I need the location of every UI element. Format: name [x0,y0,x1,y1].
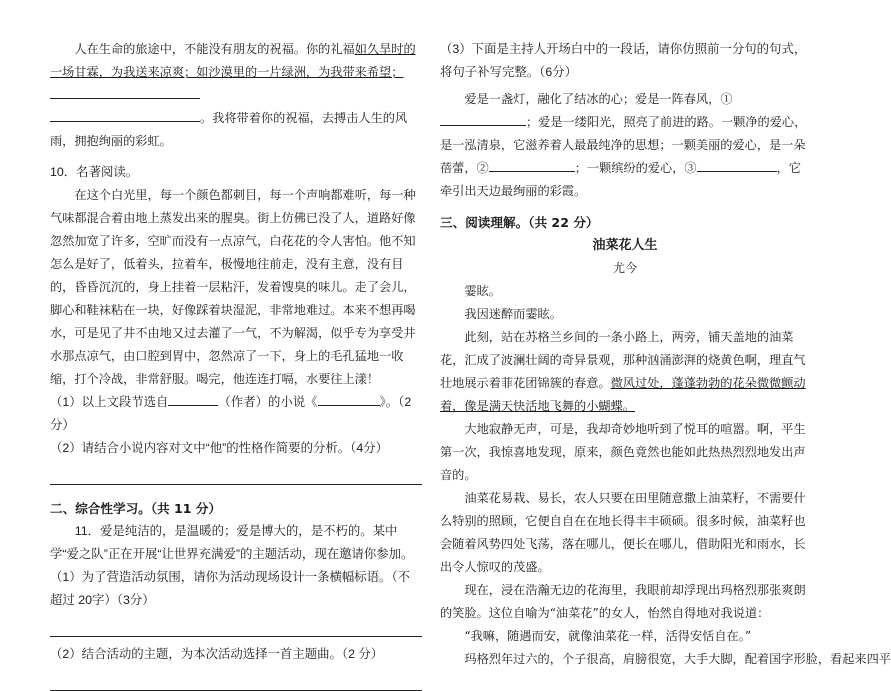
q10-1-text-b: （作者）的小说《 [218,395,318,409]
question-11-3-text [440,88,810,203]
story-text: 此刻，站在苏格兰乡间的一条小路上，两旁，铺天盖地的油菜花，汇成了波澜壮阔的奇异景观，那种汹涌澎湃的烧黄色啊，理直气壮地展示着菲花团锦簇的春意。 [440,330,806,390]
q10-1-text-c: 》。（2分） [50,395,412,432]
answer-blank[interactable] [50,84,200,99]
story-paragraph [440,326,810,418]
answer-line[interactable] [50,666,422,691]
story-title: 油菜花人生 [592,238,658,253]
q3-text-d: ，它牵引出天边最绚丽的彩霞。 [440,161,801,198]
answer-line[interactable] [50,612,422,637]
q3-text-a: 爱是一盏灯，融化了结冰的心；爱是一阵春风，① [464,92,733,106]
passage-text-a: 人在生命的旅途中，不能没有朋友的祝福。你的礼福 [74,42,355,56]
answer-blank[interactable] [697,157,777,172]
question-10-label: 10．名著阅读。 [50,165,139,179]
story-paragraph: 霎眩。 [464,284,501,298]
answer-blank[interactable] [318,391,380,406]
passage-continuation [50,38,422,153]
section-2-heading: 二、综合性学习。（共 11 分） [50,501,222,516]
story-underlined-sentence: 微风过处，蓬蓬勃勃的花朵微微颤动着，像是满天快活地飞舞的小蝴蝶。 [440,376,806,413]
question-11-2: （2）结合活动的主题，为本次活动选择一首主题曲。（2 分） [50,647,384,661]
passage-text-b: 。我将带着你的祝福，去搏击人生的风雨，拥抱绚丽的彩虹。 [50,111,408,148]
q10-1-text-a: （1）以上文段节选自 [50,395,169,409]
q3-text-c: ；一颗缤纷的爱心，③ [574,161,697,175]
story-paragraph: 玛格烈年过六的，个子很高，肩膀很宽，大手大脚，配着国字形脸，看起来四平 [464,652,891,666]
story-paragraph: 现在，浸在浩瀚无边的花海里，我眼前却浮现出玛格烈那张爽朗的笑脸。这位自喻为“油菜花”的女人，怡然自得地对我说道： [440,583,806,620]
story-author: 尤今 [612,261,638,275]
question-11-3: （3）下面是主持人开场白中的一段话，请你仿照前一分句的句式，将句子补写完整。（6分） [440,42,807,79]
story-paragraph: 我因迷醉而霎眩。 [464,307,562,321]
answer-blank[interactable] [440,111,526,126]
story-paragraph: 油菜花易栽、易长，农人只要在田里随意撒上油菜籽，不需要什么特别的照顾，它便自自在在地长得丰丰硕硕。很多时候，油菜籽也会随着风势四处飞荡，落在哪儿，便长在哪儿，借助阳光和雨水，长出令人惊叹的茂盛。 [440,491,806,574]
question-10-2: （2）请结合小说内容对文中“他”的性格作简要的分析。（4分） [50,441,388,455]
answer-blank[interactable] [168,391,218,406]
story-paragraph: “我嘛，随遇而安，就像油菜花一样，活得安恬自在。” [464,629,752,643]
question-10-1 [50,391,422,437]
answer-blank[interactable] [489,157,575,172]
question-11: 11．爱是纯洁的，是温暖的；爱是博大的，是不朽的。某中学“爱之队”正在开展“让世界充满爱”的主题活动，现在邀请你参加。 [50,524,414,561]
q3-text-b: ；爱是一缕阳光，照亮了前进的路。一颗净的爱心，是一泓清泉，它滋养着人最最纯净的思想；一颗美丽的爱心，是一朵蓓蕾，② [440,115,807,175]
left-column [50,38,422,691]
right-column [440,38,891,671]
story-paragraph: 大地寂静无声，可是，我却奇妙地听到了悦耳的喧嚣。啊，平生第一次，我惊喜地发现，原来，颜色竟然也能如此热热烈烈地发出声音的。 [440,422,806,482]
section-3-heading: 三、阅读理解。（共 22 分） [440,215,599,230]
answer-blank[interactable] [50,107,200,122]
question-11-1: （1）为了营造活动氛围，请你为活动现场设计一条横幅标语。（不超过 20字）（3分） [50,570,411,607]
answer-line[interactable] [50,460,422,485]
passage-underlined-text: 如久旱时的一场甘霖，为我送来凉爽；如沙漠里的一片绿洲，为我带来希望； [50,42,416,79]
question-10-passage: 在这个白光里，每一个颜色都刺目，每一个声响都难听，每一种气味都混合着由地上蒸发出来的腥臭。街上仿佛已没了人，道路好像忽然加宽了许多，空旷而没有一点凉气，白花花的令人害怕。他不知怎么是好了，低着头，拉着车，极慢地往前走，没有主意，没有目的，昏昏沉沉的，身上挂着一层粘汗，发着馊臭的味儿。走了会儿，脚心和鞋袜粘在一块，好像踩着块湿泥，非常地难过。本来不想再喝水，可是见了井不由地又过去灌了一气，不为解渴，似乎专为享受井水那点凉气，由口腔到胃中，忽然凉了一下，身上的毛孔猛地一收缩，打个冷战，非常舒服。喝完，他连连打嗝，水要往上漾！ [50,188,416,386]
